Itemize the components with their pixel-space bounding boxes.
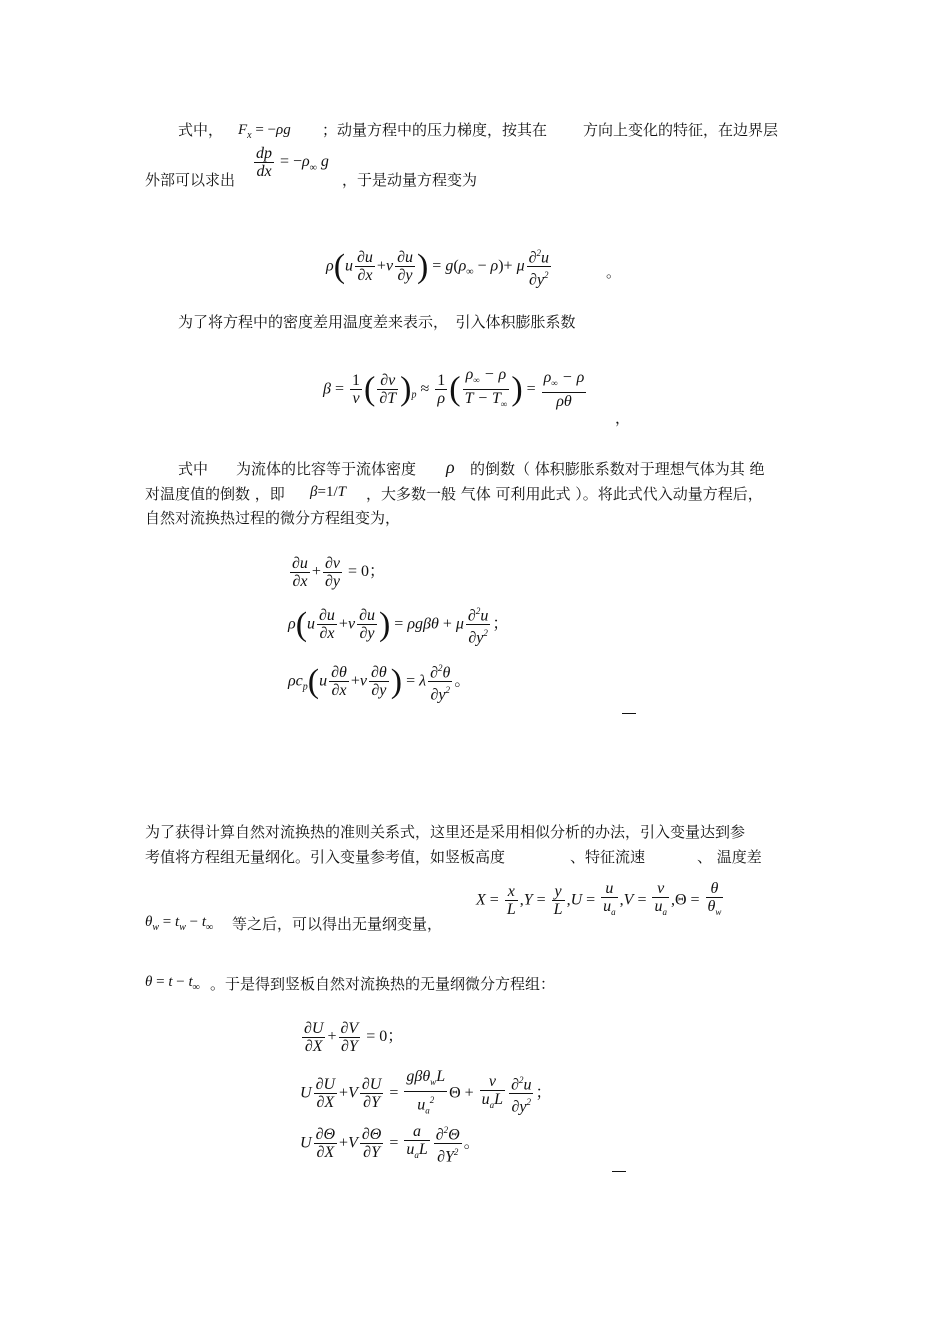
dash-mark-1 — [622, 713, 636, 714]
rho-symbol: ρ — [446, 457, 455, 477]
p1-c: 方向上变化的特征，在边界层 — [583, 121, 779, 139]
sep-4: ； — [535, 1084, 552, 1102]
p4-a: 为了获得计算自然对流换热的准则关系式，这里还是采用相似分析的办法，引入变量达到参 — [145, 823, 746, 841]
sep-2: ； — [492, 615, 509, 633]
p1-a: 式中， — [178, 121, 224, 139]
energy-equation: $\rho c_p(u$ $\frac{\partial\theta}{\partial x}$ +v $\frac{\partial\theta}{\partial y}$ ) = λ $\frac{\partial^2\theta}{\partial y^2}$ 。 — [288, 660, 470, 704]
beta-end: ， — [615, 409, 631, 427]
beta-ideal-gas: β=1/T — [310, 484, 346, 500]
sep-3: ； — [387, 1028, 404, 1046]
p1-e: ，于是动量方程变为 — [342, 171, 478, 189]
momentum-equation: ρ(u $\frac{\partial u}{\partial x}$ +v $\frac{\partial u}{\partial y}$ ) = $g(\rho_\infty - \rho)+ \mu$ $\frac{\partial^2u}{\partial y^2}$ — [326, 245, 553, 289]
p4-e: 等之后，可以得出无量纲变量， — [232, 915, 443, 933]
p3-a: 式中 — [178, 460, 209, 478]
p3-f: 自然对流换热过程的微分方程组变为， — [145, 509, 401, 527]
momentum-end: 。 — [606, 263, 622, 281]
p1-b: ；动量方程中的压力梯度，按其在 — [322, 121, 548, 139]
end-2: 。 — [463, 1134, 480, 1152]
sep-1: ； — [368, 563, 385, 581]
p3-c: 的倒数（ 体积膨胀系数对于理想气体为其 绝 — [470, 460, 765, 478]
dash-mark-2 — [612, 1171, 626, 1172]
theta-formula: $\theta = t - t_\infty$ — [145, 974, 200, 993]
p3-e: ，大多数一般 气体 可利用此式 ）。将此式代入动量方程后， — [366, 485, 763, 503]
p1-d: 外部可以求出 — [145, 171, 236, 189]
dimless-energy: U $\frac{\partial\Theta}{\partial X}$ +V $\frac{\partial\Theta}{\partial Y}$ = $\frac{a}{u_aL}$ $\frac{\partial^2\Theta}{\partial Y^2}$ 。 — [300, 1123, 480, 1166]
fx-formula: $F_x = -\rho g$ — [238, 122, 291, 141]
dimensionless-variables: X = $\frac{x}{L}$ ,Y = $\frac{y}{L}$ ,U = $\frac{u}{u_a}$ ,V = $\frac{v}{u_a}$ ,Θ = $\frac{\theta}{\theta_w}$ — [476, 880, 722, 919]
momentum-boussinesq-equation: ρ(u $\frac{\partial u}{\partial x}$ +v $\frac{\partial u}{\partial y}$ ) = ρgβθ + μ $\frac{\partial^2u}{\partial y^2}$ ； — [288, 603, 508, 647]
dpdx-formula: $\frac{dp}{dx}$ = $-\rho_\infty$ g — [256, 145, 329, 180]
beta-equation: β = $\frac{1}{v}$ ( $\frac{\partial v}{\partial T}$ )$_p$ ≈ $\frac{1}{\rho}$ ( $\frac{\rho_\infty - \rho}{T - T_\infty}$ ) = $\frac{\rho_\infty - \rho}{\rho\theta}$ — [323, 366, 585, 411]
theta-w-formula: $\theta_w = t_w - t_\infty$ — [145, 914, 214, 933]
end-1: 。 — [454, 672, 471, 690]
dimless-continuity: $\frac{\partial U}{\partial X}$ + $\frac{\partial V}{\partial Y}$ = 0； — [304, 1020, 404, 1055]
continuity-equation: $\frac{\partial u}{\partial x}$ + $\frac{\partial v}{\partial y}$ = 0； — [292, 555, 385, 590]
p4-c: 、特征流速 — [570, 848, 646, 866]
p3-b: 为流体的比容等于流体密度 — [236, 460, 417, 478]
p4-d: 、 温度差 — [697, 848, 762, 866]
p4-b: 考值将方程组无量纲化。引入变量参考值，如竖板高度 — [145, 848, 506, 866]
p2: 为了将方程中的密度差用温度差来表示， 引入体积膨胀系数 — [178, 313, 576, 331]
dimless-momentum: U $\frac{\partial U}{\partial X}$ +V $\frac{\partial U}{\partial Y}$ = $\frac{g\beta\theta_wL}{u_a^2}$ Θ + $\frac{v}{u_aL}$ $\frac{\partial^2u}{\partial y^2}$ ； — [300, 1068, 552, 1116]
p5: 。于是得到竖板自然对流换热的无量纲微分方程组： — [210, 975, 556, 993]
p3-d: 对温度值的倒数 ，即 — [145, 485, 285, 503]
